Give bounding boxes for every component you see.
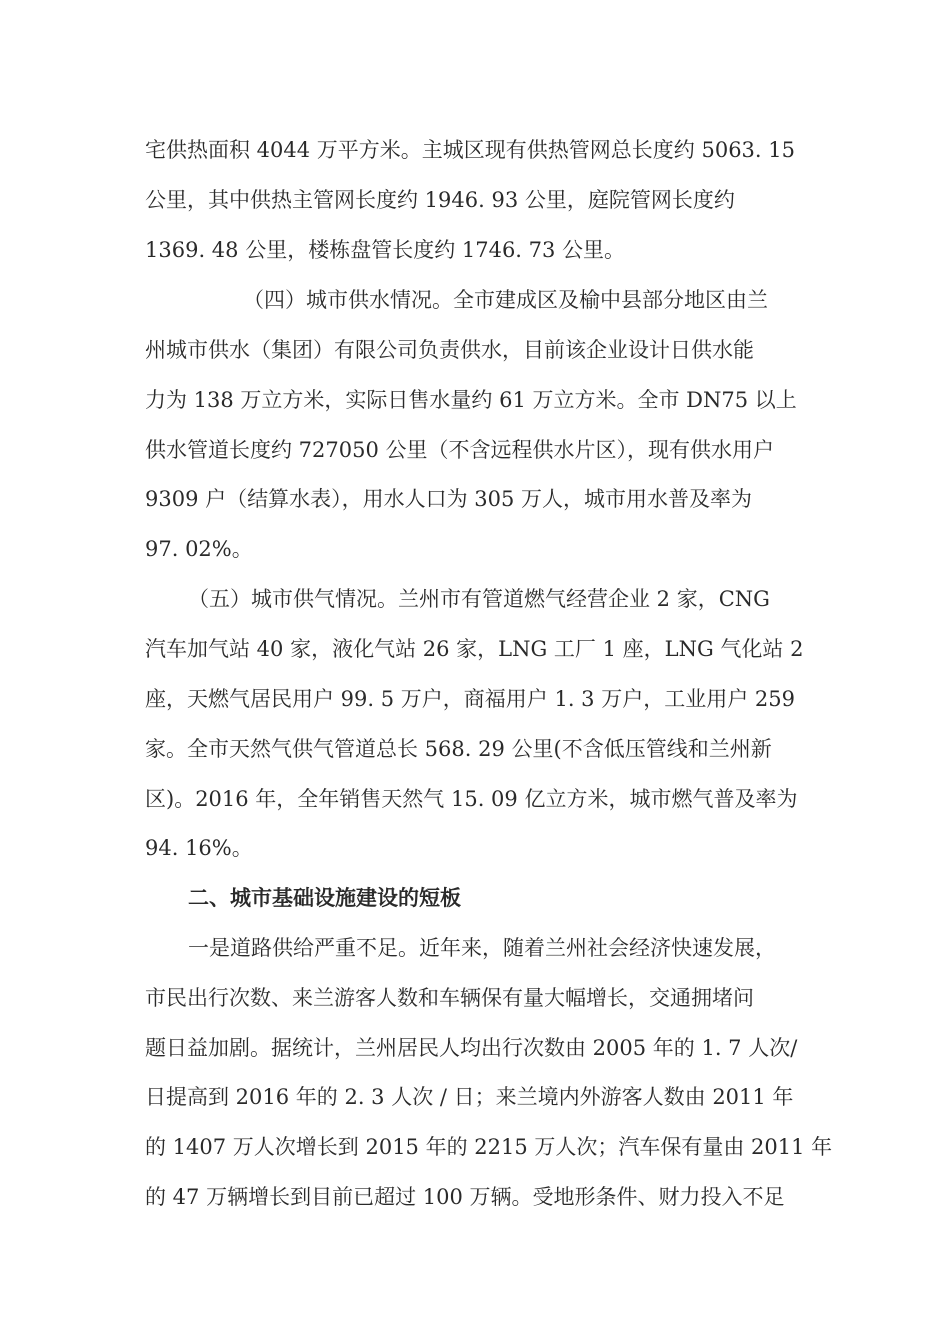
text-line: 日提高到 2016 年的 2. 3 人次 / 日；来兰境内外游客人数由 2011 年 bbox=[145, 1085, 794, 1109]
text-line: 97. 02%。 bbox=[145, 537, 253, 561]
text-line: 座，天燃气居民用户 99. 5 万户，商福用户 1. 3 万户，工业用户 259 bbox=[145, 687, 795, 711]
text-line: 公里，其中供热主管网长度约 1946. 93 公里，庭院管网长度约 bbox=[145, 188, 735, 212]
text-line: 力为 138 万立方米，实际日售水量约 61 万立方米。全市 DN75 以上 bbox=[145, 388, 797, 412]
text-line: 区)。2016 年，全年销售天然气 15. 09 亿立方米，城市燃气普及率为 bbox=[145, 787, 798, 811]
section-heading-water: （四）城市供水情况。全市建成区及榆中县部分地区由兰 bbox=[243, 288, 768, 312]
text-line: 宅供热面积 4044 万平方米。主城区现有供热管网总长度约 5063. 15 bbox=[145, 138, 795, 162]
text-line: 的 1407 万人次增长到 2015 年的 2215 万人次；汽车保有量由 2011 年 bbox=[145, 1135, 833, 1159]
section-heading-gas: （五）城市供气情况。兰州市有管道燃气经营企业 2 家，CNG bbox=[188, 587, 770, 611]
text-line: 9309 户（结算水表），用水人口为 305 万人，城市用水普及率为 bbox=[145, 487, 753, 511]
text-line: 州城市供水（集团）有限公司负责供水，目前该企业设计日供水能 bbox=[145, 338, 754, 362]
text-line: 1369. 48 公里，楼栋盘管长度约 1746. 73 公里。 bbox=[145, 238, 626, 262]
text-line: 汽车加气站 40 家，液化气站 26 家，LNG 工厂 1 座，LNG 气化站 2 bbox=[145, 637, 804, 661]
text-line: 供水管道长度约 727050 公里（不含远程供水片区），现有供水用户 bbox=[145, 438, 775, 462]
text-line: 94. 16%。 bbox=[145, 836, 253, 860]
text-line: 市民出行次数、来兰游客人数和车辆保有量大幅增长，交通拥堵问 bbox=[145, 986, 754, 1010]
section-title-shortcomings: 二、城市基础设施建设的短板 bbox=[188, 885, 461, 910]
text-line: 题日益加剧。据统计，兰州居民人均出行次数由 2005 年的 1. 7 人次/ bbox=[145, 1036, 798, 1060]
text-line: 的 47 万辆增长到目前已超过 100 万辆。受地形条件、财力投入不足 bbox=[145, 1185, 785, 1209]
text-line: 家。全市天然气供气管道总长 568. 29 公里(不含低压管线和兰州新 bbox=[145, 737, 772, 761]
text-line: 一是道路供给严重不足。近年来，随着兰州社会经济快速发展， bbox=[188, 936, 776, 960]
